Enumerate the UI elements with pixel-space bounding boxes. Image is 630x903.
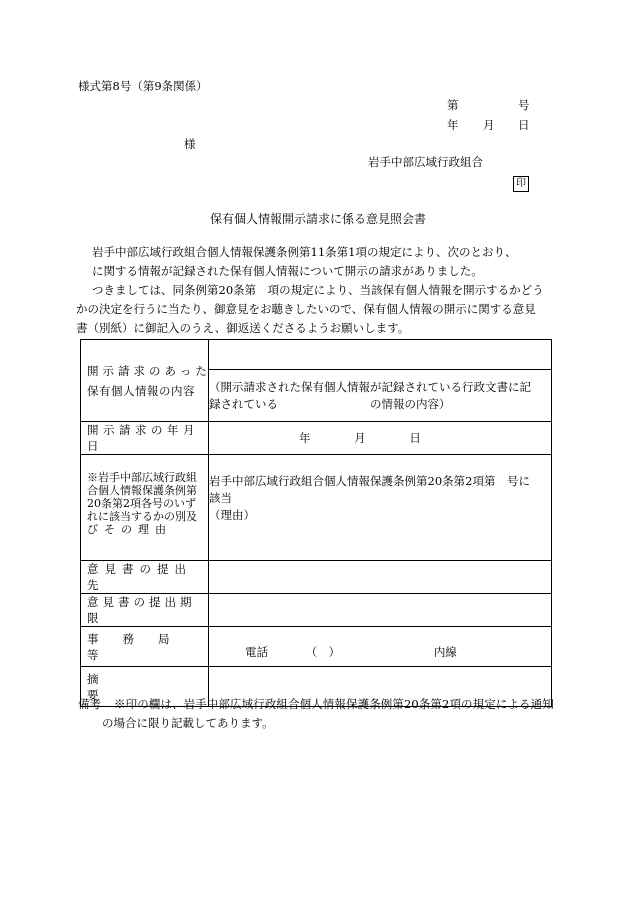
row-summary-label-text: 摘要 bbox=[87, 671, 187, 702]
date-month: 月 bbox=[483, 118, 495, 132]
number-label: 第 bbox=[447, 98, 459, 112]
row-content-label-b-text: 保有個人情報の内容 bbox=[87, 383, 195, 398]
addressee-suffix: 様 bbox=[184, 137, 196, 151]
row-content-label bbox=[81, 340, 209, 422]
request-table bbox=[80, 339, 552, 707]
row-reason-label bbox=[81, 455, 209, 561]
document-title: 保有個人情報開示請求に係る意見照会書 bbox=[210, 212, 427, 226]
number-suffix: 号 bbox=[518, 98, 530, 112]
request-date-month: 月 bbox=[354, 431, 366, 445]
remarks-line-2: の場合に限り記載してあります。 bbox=[102, 716, 274, 730]
row-reason-label-2: 合個人情報保護条例第 bbox=[87, 484, 197, 497]
row-reason-label-1: ※岩手中部広域行政組 bbox=[87, 471, 197, 484]
request-date-day: 日 bbox=[409, 431, 421, 445]
office-phone-label: 電話 bbox=[245, 645, 268, 659]
intro-line-5: 書（別紙）に御記入のうえ、御返送くださるようお願いします。 bbox=[76, 321, 410, 335]
row-reason-value[interactable] bbox=[209, 455, 552, 561]
row-content-note bbox=[209, 370, 552, 422]
form-id: 様式第8号（第9条関係） bbox=[78, 79, 208, 93]
row-office-label-text: 事務局等 bbox=[87, 631, 194, 662]
row-content-note-b: 録されている の情報の内容） bbox=[209, 396, 451, 411]
date-day: 日 bbox=[518, 118, 530, 132]
row-request-date-value[interactable] bbox=[209, 422, 552, 455]
row-reason-label-5: びその理由 bbox=[87, 523, 172, 536]
row-office-label bbox=[81, 627, 209, 667]
intro-line-1: 岩手中部広域行政組合個人情報保護条例第11条第1項の規定により、次のとおり、 bbox=[92, 245, 517, 259]
row-deadline-label bbox=[81, 594, 209, 627]
row-reason-value-b: 該当 bbox=[209, 491, 232, 505]
row-office-value[interactable] bbox=[209, 627, 552, 667]
row-submit-to-label bbox=[81, 561, 209, 594]
request-date-year: 年 bbox=[299, 431, 311, 445]
row-reason-label-4: れに該当するかの別及 bbox=[87, 510, 197, 523]
date-year: 年 bbox=[447, 118, 459, 132]
intro-paragraph bbox=[76, 243, 556, 338]
intro-line-4: かの決定を行うに当たり、御意見をお聴きしたいので、保有個人情報の開示に関する意見 bbox=[76, 302, 536, 316]
office-phone-paren: （ ） bbox=[305, 645, 341, 659]
row-deadline-label-text: 意見書の提出期限 bbox=[87, 595, 196, 625]
seal-mark: 印 bbox=[513, 176, 529, 192]
row-content-label-b bbox=[87, 383, 204, 399]
intro-line-2: に関する情報が記録された保有個人情報について開示の請求がありました。 bbox=[92, 264, 483, 278]
office-extension-label: 内線 bbox=[433, 645, 457, 659]
intro-line-3: つきましては、同条例第20条第 項の規定により、当該保有個人情報を開示するかどう bbox=[92, 283, 544, 297]
row-deadline-value[interactable] bbox=[209, 594, 552, 627]
row-reason-label-3: 20条第2項各号のいず bbox=[87, 497, 196, 510]
row-request-date-label-text: 開示請求の年月日 bbox=[87, 423, 199, 453]
row-content-label-a-text: 開示請求のあった bbox=[87, 363, 211, 378]
row-content-value[interactable] bbox=[209, 340, 552, 370]
row-content-note-a: （開示請求された保有個人情報が記録されている行政文書に記 bbox=[209, 379, 531, 394]
remarks-line-1: ※印の欄は、岩手中部広域行政組合個人情報保護条例第20条第2項の規定による通知 bbox=[114, 697, 554, 711]
row-content-label-a bbox=[87, 363, 211, 379]
remarks-label: 備考 bbox=[78, 697, 101, 711]
row-submit-to-label-text: 意見書の提出先 bbox=[87, 562, 192, 592]
sender-name: 岩手中部広域行政組合 bbox=[368, 155, 483, 169]
row-reason-value-c: （理由） bbox=[209, 508, 255, 522]
row-submit-to-value[interactable] bbox=[209, 561, 552, 594]
row-request-date-label bbox=[81, 422, 209, 455]
row-reason-value-a: 岩手中部広域行政組合個人情報保護条例第20条第2項第 号に bbox=[209, 474, 530, 488]
